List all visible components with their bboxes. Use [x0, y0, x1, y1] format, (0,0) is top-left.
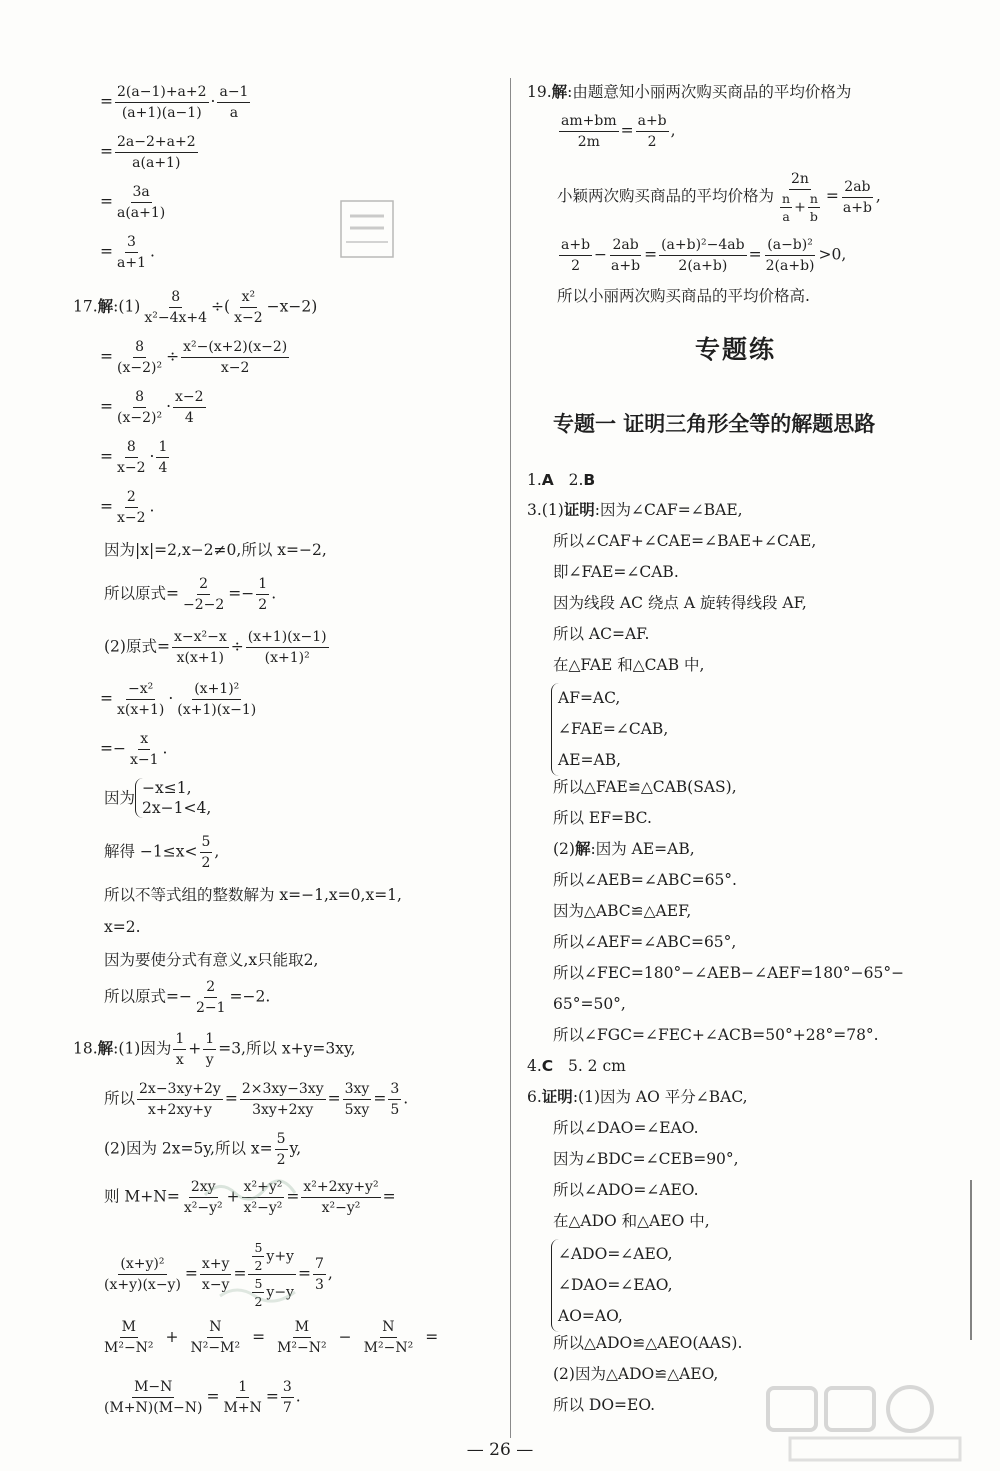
text-line: 所以△ADO≌△AEO(AAS). [553, 1334, 743, 1352]
text-line: 所以∠AEB=∠ABC=65°. [553, 871, 737, 889]
step-line-25: $\frac{\text{(x+y)²}}{(x+y)(x-y)}$ = $\frac{x+y}{x-y}$ = $\frac{5}{2}$ y+y $\frac{5}{2}$ y−y = $\frac{7}{3}$ , [104, 1240, 333, 1309]
fraction: $\frac{N}{\text{N²−M²}}$ [190, 1319, 241, 1356]
fraction: $\frac{1}{M+N}$ [223, 1379, 262, 1416]
fraction: $\frac{3}{a+1}$ [117, 234, 146, 271]
complex-fraction: $\frac{5}{2}$ y+y $\frac{5}{2}$ y−y [248, 1240, 296, 1309]
text-line: 所以∠FGC=∠FEC+∠ACB=50°+28°=78°. [553, 1026, 879, 1044]
fraction: $\frac{2ab}{a+b}$ [611, 237, 641, 274]
fraction: $\frac{x}{x-1}$ [129, 731, 159, 768]
stamp-graphic [338, 198, 396, 260]
fraction: $\frac{2ab}{a+b}$ [842, 178, 872, 216]
fraction: $\frac{\text{(x+y)²}}{(x+y)(x-y)}$ [104, 1256, 181, 1293]
brace: ∠ADO=∠AEO, ∠DAO=∠EAO, AO=AO, [551, 1239, 673, 1332]
step-line-2: = $\frac{2a-2+a+2}{a(a+1)}$ [100, 134, 196, 171]
text-line: 因为|x|=2,x−2≠0,所以 x=−2, [104, 541, 327, 559]
fraction: $\frac{a-1}{a}$ [219, 84, 249, 121]
text-line: 所以∠DAO=∠EAO. [553, 1119, 699, 1137]
step-line-r4: $\frac{a+b}{2}$ − $\frac{2ab}{a+b}$ = $\frac{\text{(a+b)²−4ab}}{2(a+b)}$ = $\frac{\text{(a−b)²}}{2(a+b)}$ >0, [561, 237, 847, 274]
text-line: 65°=50°, [553, 995, 626, 1013]
fraction: $\frac{3}{7}$ [282, 1379, 292, 1416]
text-line: (2)因为△ADO≌△AEO, [553, 1365, 719, 1383]
text-line: 所以∠ADO=∠AEO. [553, 1181, 699, 1199]
step-line-26: $\frac{M}{\text{M²−N²}}$ + $\frac{N}{\text{N²−M²}}$ = $\frac{M}{\text{M²−N²}}$ − $\frac{N}{\text{M²−N²}}$ = [104, 1319, 439, 1356]
fraction: $\frac{\text{(x+1)²}}{(x+1)(x-1)}$ [177, 681, 257, 718]
fraction: $\frac{\text{x−x²−x}}{x(x+1)}$ [173, 629, 227, 666]
fraction: $\frac{a+b}{2}$ [561, 237, 591, 274]
fraction: $\frac{3xy}{5xy}$ [344, 1081, 370, 1118]
fraction: $\frac{5}{2}$ [276, 1131, 286, 1168]
problem-3-part2: (2)解:因为 AE=AB, [553, 840, 695, 858]
text-line: 所以△FAE≌△CAB(SAS), [553, 778, 737, 796]
fraction: $\frac{8}{\text{(x−2)²}}$ [117, 389, 163, 426]
fraction: $\frac{2}{2-1}$ [195, 979, 226, 1016]
page-number: — 26 — [466, 1440, 534, 1460]
problem-17-part1: 17.解:(1) $\frac{8}{\text{x²−4x+4}}$ ÷( $\frac{\text{x²}}{x-2}$ −x−2) [73, 289, 318, 326]
fraction: $\frac{N}{\text{M²−N²}}$ [363, 1319, 414, 1356]
watermark-scribble [215, 1280, 300, 1304]
problem-6-intro: 6.证明:(1)因为 AO 平分∠BAC, [527, 1088, 748, 1106]
fraction: $\frac{1}{x}$ [175, 1031, 185, 1068]
fraction: $\frac{\text{−x²}}{x(x+1)}$ [117, 681, 165, 718]
problem-17-part2: (2)原式= $\frac{\text{x−x²−x}}{x(x+1)}$ ÷ $\frac{(x+1)(x-1)}{\text{(x+1)²}}$ [104, 629, 327, 666]
fraction: $\frac{2a-2+a+2}{a(a+1)}$ [117, 134, 196, 171]
fraction: $\frac{5}{2}$ [201, 834, 211, 871]
fraction: $\frac{1}{2}$ [258, 576, 268, 613]
fraction: $\frac{8}{\text{(x−2)²}}$ [117, 339, 163, 376]
fraction: $\frac{M}{\text{M²−N²}}$ [277, 1319, 327, 1356]
text-line: 所以小丽两次购买商品的平均价格高. [557, 287, 810, 305]
fraction: $\frac{2}{x-2}$ [117, 489, 146, 526]
fraction: $\frac{2}{-2-2}$ [183, 576, 225, 613]
step-line-7: = $\frac{8}{\text{(x−2)²}}$ · $\frac{x-2}{4}$ [100, 389, 204, 426]
fraction: $\frac{2\times 3xy-3xy}{3xy+2xy}$ [241, 1081, 324, 1118]
text-line: 所以∠CAF+∠CAE=∠BAE+∠CAE, [553, 532, 817, 550]
problem-19-intro: 19.解:由题意知小丽两次购买商品的平均价格为 [527, 83, 852, 101]
answers-4-5: 4.C 5. 2 cm [527, 1057, 626, 1075]
text-line: 所以 DO=EO. [553, 1396, 656, 1414]
congruence-conditions [551, 1239, 675, 1332]
text-line: 在△ADO 和△AEO 中, [553, 1212, 710, 1230]
step-line-22: 所以 $\frac{2x-3xy+2y}{x+2xy+y}$ = $\frac{2\times 3xy-3xy}{3xy+2xy}$ = $\frac{3xy}{5xy}$ = $\frac{3}{5}$ . [104, 1081, 409, 1118]
topic-heading: 专题一 证明三角形全等的解题思路 [553, 412, 876, 436]
step-line-1: = $\frac{2(a-1)+a+2}{(a+1)(a-1)}$ · $\frac{a-1}{a}$ [100, 84, 249, 121]
fraction: $\frac{3}{5}$ [390, 1081, 400, 1118]
inequality-system: 因为−x≤1, 2x−1<4, [104, 779, 212, 817]
fraction: $\frac{3a}{a(a+1)}$ [117, 184, 166, 221]
fraction: $\frac{\text{x²}}{x-2}$ [234, 289, 263, 326]
step-line-13: = $\frac{\text{−x²}}{x(x+1)}$ · $\frac{\text{(x+1)²}}{(x+1)(x-1)}$ [100, 681, 257, 718]
fraction: $\frac{M}{\text{M²−N²}}$ [104, 1319, 154, 1356]
step-line-6: = $\frac{8}{\text{(x−2)²}}$ ÷ $\frac{\text{x²−(x+2)(x−2)}}{x-2}$ [100, 339, 288, 376]
fraction: $\frac{1}{4}$ [158, 439, 168, 476]
text-line: 所以∠FEC=180°−∠AEB−∠AEF=180°−65°− [553, 964, 905, 982]
fraction: $\frac{2xy}{\text{x²−y²}}$ [183, 1179, 223, 1216]
fraction: $\frac{\text{(a+b)²−4ab}}{2(a+b)}$ [661, 237, 745, 274]
answers-1-2: 1.A 2.B [527, 471, 596, 489]
text-line: 所以∠AEF=∠ABC=65°, [553, 933, 737, 951]
fraction: $\frac{M-N}{(M+N)(M-N)}$ [104, 1379, 203, 1416]
text-line: 所以 EF=BC. [553, 809, 652, 827]
step-line-24: 则 M+N= $\frac{2xy}{\text{x²−y²}}$ + $\frac{\text{x²+y²}}{\text{x²−y²}}$ = $\frac{\text{x²+2xy+y²}}{\text{x²−y²}}$ = [104, 1179, 396, 1216]
fraction: $\frac{2(a-1)+a+2}{(a+1)(a-1)}$ [117, 84, 207, 121]
fraction: $\frac{am+bm}{2m}$ [561, 113, 617, 150]
step-line-11: 所以原式= $\frac{2}{-2-2}$ =− $\frac{1}{2}$ . [104, 576, 277, 613]
fraction: $\frac{8}{x-2}$ [117, 439, 146, 476]
brace: AF=AC, ∠FAE=∠CAB, AE=AB, [551, 683, 668, 776]
step-line-20: 所以原式=− $\frac{2}{2-1}$ =−2. [104, 979, 271, 1016]
fraction: $\frac{x+y}{x-y}$ [201, 1256, 230, 1293]
text-line: 所以 AC=AF. [553, 625, 650, 643]
section-heading: 专题练 [695, 335, 777, 364]
text-line: 所以不等式组的整数解为 x=−1,x=0,x=1, [104, 886, 402, 904]
column-divider [510, 78, 511, 1438]
step-line-r2: $\frac{am+bm}{2m}$ = $\frac{a+b}{2}$ , [561, 113, 676, 150]
problem-18-part2: (2)因为 2x=5y,所以 x= $\frac{5}{2}$ y, [104, 1131, 302, 1168]
step-line-8: = $\frac{8}{x-2}$ · $\frac{1}{4}$ [100, 439, 168, 476]
fraction: $\frac{\text{x²+2xy+y²}}{\text{x²−y²}}$ [303, 1179, 379, 1216]
step-line-16: 解得 −1≤x< $\frac{5}{2}$ , [104, 834, 220, 871]
step-line-r3: 小颖两次购买商品的平均价格为 2n $\frac{n}{a}$ + $\frac{n}{b}$ = $\frac{2ab}{a+b}$ , [557, 171, 881, 224]
problem-3-intro: 3.(1)证明:因为∠CAF=∠BAE, [527, 501, 743, 519]
watermark-scribble [200, 1175, 300, 1203]
brace: −x≤1, 2x−1<4, [135, 778, 211, 818]
text-line: 因为要使分式有意义,x只能取2, [104, 951, 319, 969]
complex-fraction: 2n $\frac{n}{a}$ + $\frac{n}{b}$ [782, 171, 818, 224]
text-line: 因为∠BDC=∠CEB=90°, [553, 1150, 739, 1168]
congruence-conditions [551, 683, 670, 776]
step-line-9: = $\frac{2}{x-2}$ . [100, 489, 155, 526]
edge-mark [968, 1180, 974, 1340]
text-line: 即∠FAE=∠CAB. [553, 563, 679, 581]
fraction: $\frac{1}{y}$ [205, 1031, 215, 1068]
fraction: $\frac{\text{x²+y²}}{\text{x²−y²}}$ [243, 1179, 283, 1216]
problem-18-part1: 18.解:(1)因为 $\frac{1}{x}$ + $\frac{1}{y}$ =3,所以 x+y=3xy, [73, 1031, 356, 1068]
text-line: x=2. [104, 918, 141, 936]
fraction: $\frac{(x+1)(x-1)}{\text{(x+1)²}}$ [247, 629, 327, 666]
text-line: 因为线段 AC 绕点 A 旋转得线段 AF, [553, 594, 807, 612]
fraction: $\frac{7}{3}$ [314, 1256, 324, 1293]
step-line-14: =− $\frac{x}{x-1}$ . [100, 731, 168, 768]
step-line-4: = $\frac{3}{a+1}$ . [100, 234, 155, 271]
fraction: $\frac{a+b}{2}$ [637, 113, 667, 150]
text-line: 因为△ABC≌△AEF, [553, 902, 692, 920]
fraction: $\frac{\text{x²−(x+2)(x−2)}}{x-2}$ [183, 339, 288, 376]
step-line-27: $\frac{M-N}{(M+N)(M-N)}$ = $\frac{1}{M+N}$ = $\frac{3}{7}$ . [104, 1379, 301, 1416]
fraction: $\frac{\text{(a−b)²}}{2(a+b)}$ [765, 237, 815, 274]
text-line: 在△FAE 和△CAB 中, [553, 656, 705, 674]
fraction: $\frac{x-2}{4}$ [175, 389, 204, 426]
step-line-3: = $\frac{3a}{a(a+1)}$ [100, 184, 166, 221]
fraction: $\frac{2x-3xy+2y}{x+2xy+y}$ [139, 1081, 221, 1118]
fraction: $\frac{8}{\text{x²−4x+4}}$ [144, 289, 208, 326]
